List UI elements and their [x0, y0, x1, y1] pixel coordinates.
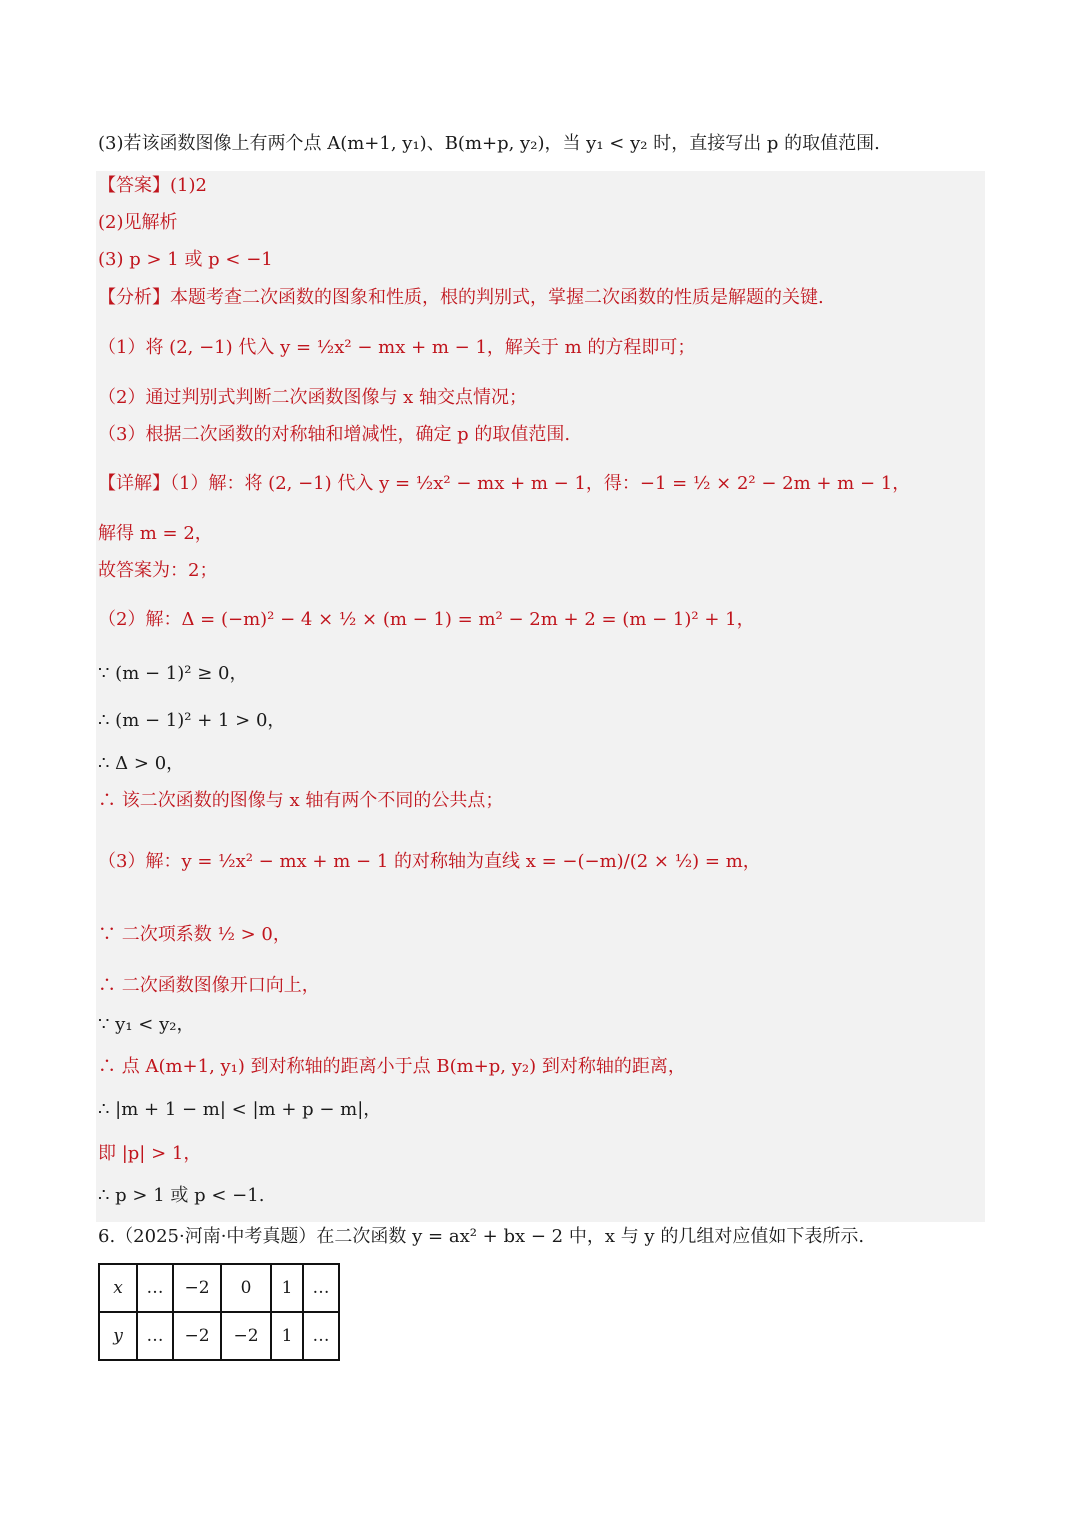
table-cell: x: [99, 1264, 137, 1312]
question-6: 6.（2025·河南·中考真题）在二次函数 y = ax² + bx − 2 中，x 与 y 的几组对应值如下表所示.: [98, 1226, 865, 1247]
analysis-step-3: （3）根据二次函数的对称轴和增减性，确定 p 的取值范围.: [98, 424, 571, 445]
table-cell: …: [303, 1312, 339, 1360]
detail-line-11: ∴ 二次函数图像开口向上，: [98, 975, 320, 996]
question-3: (3)若该函数图像上有两个点 A(m+1, y₁)、B(m+p, y₂)，当 y₁ < y₂ 时，直接写出 p 的取值范围.: [98, 133, 880, 154]
analysis-step-2: （2）通过判别式判断二次函数图像与 x 轴交点情况；: [98, 387, 528, 408]
table-cell: −2: [221, 1312, 271, 1360]
value-table: [98, 1263, 340, 1361]
table-cell: …: [137, 1312, 173, 1360]
detail-line-9: （3）解：y = ½x² − mx + m − 1 的对称轴为直线 x = −(−m)/(2 × ½) = m，: [98, 851, 761, 872]
table-cell: −2: [173, 1312, 221, 1360]
detail-line-1: 【详解】（1）解：将 (2, −1) 代入 y = ½x² − mx + m − 1，得：−1 = ½ × 2² − 2m + m − 1，: [98, 473, 911, 494]
table-row: [99, 1264, 339, 1312]
detail-line-12: ∵ y₁ < y₂，: [98, 1014, 195, 1035]
detail-line-16: ∴ p > 1 或 p < −1.: [98, 1185, 265, 1206]
detail-line-4: （2）解：Δ = (−m)² − 4 × ½ × (m − 1) = m² − 2m + 2 = (m − 1)² + 1，: [98, 609, 755, 630]
table-cell: −2: [173, 1264, 221, 1312]
answer-1: 【答案】(1)2: [98, 175, 207, 196]
detail-line-13: ∴ 点 A(m+1, y₁) 到对称轴的距离小于点 B(m+p, y₂) 到对称轴的距离，: [98, 1056, 686, 1077]
detail-line-6: ∴ (m − 1)² + 1 > 0，: [98, 710, 286, 731]
detail-line-5: ∵ (m − 1)² ≥ 0，: [98, 663, 248, 684]
answer-2: (2)见解析: [98, 212, 178, 233]
detail-line-7: ∴ Δ > 0，: [98, 753, 185, 774]
table-cell: 1: [271, 1312, 303, 1360]
detail-line-10: ∵ 二次项系数 ½ > 0，: [98, 924, 291, 945]
analysis-heading: 【分析】本题考查二次函数的图象和性质，根的判别式，掌握二次函数的性质是解题的关键.: [98, 287, 824, 308]
table-row: [99, 1312, 339, 1360]
table-cell: …: [137, 1264, 173, 1312]
table-cell: 0: [221, 1264, 271, 1312]
table-cell: …: [303, 1264, 339, 1312]
analysis-step-1: （1）将 (2, −1) 代入 y = ½x² − mx + m − 1，解关于 m 的方程即可；: [98, 337, 696, 358]
table-cell: 1: [271, 1264, 303, 1312]
detail-line-2: 解得 m = 2，: [98, 523, 213, 544]
detail-line-15: 即 |p| > 1，: [98, 1143, 202, 1164]
answer-3: (3) p > 1 或 p < −1: [98, 249, 273, 270]
detail-line-3: 故答案为：2；: [98, 560, 218, 581]
detail-line-8: ∴ 该二次函数的图像与 x 轴有两个不同的公共点；: [98, 790, 504, 811]
detail-line-14: ∴ |m + 1 − m| < |m + p − m|，: [98, 1099, 382, 1120]
table-cell: y: [99, 1312, 137, 1360]
